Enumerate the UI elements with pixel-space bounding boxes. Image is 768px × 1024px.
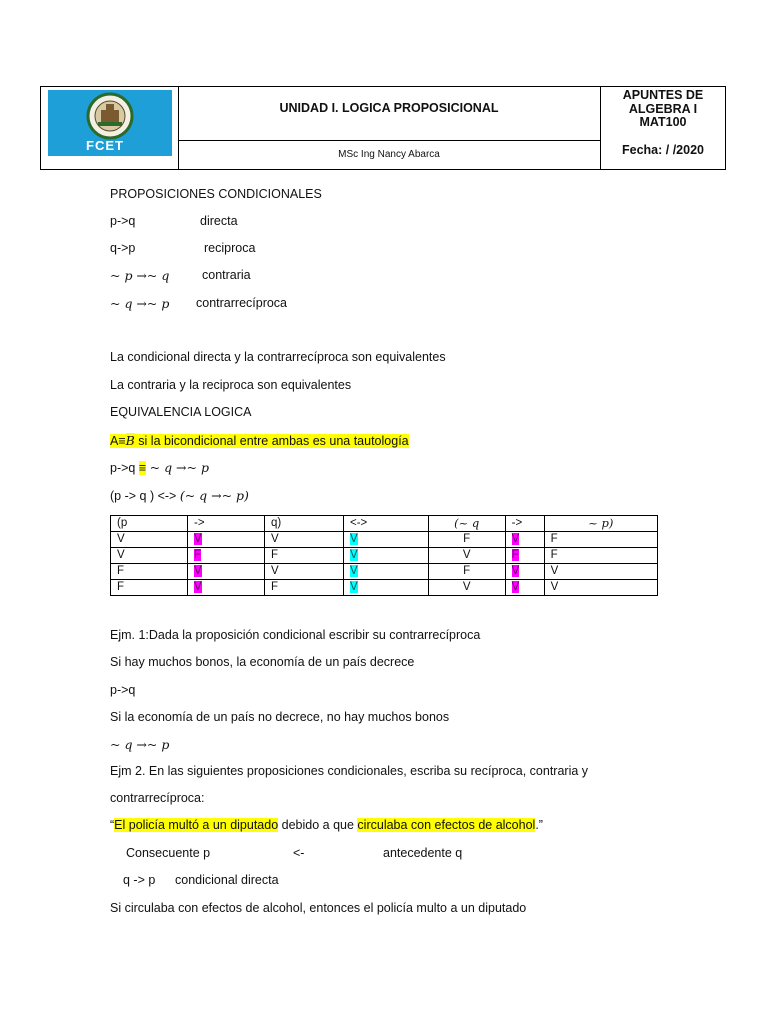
example-1-answer: Si la economía de un país no decrece, no hay muchos bonos — [110, 710, 450, 724]
fcet-logo — [48, 90, 172, 156]
def-b: B — [125, 433, 135, 448]
cell — [344, 564, 429, 580]
cell-value: V — [194, 581, 202, 593]
logo-cell — [41, 87, 179, 169]
example-2-quote — [110, 818, 543, 832]
cell: F — [544, 548, 657, 564]
row-reciprocal-expr: q->p — [110, 241, 136, 255]
cell — [188, 580, 265, 596]
cell-value: V — [194, 565, 202, 577]
th-not-q: (~ q — [428, 516, 505, 532]
cell: F — [265, 548, 344, 564]
example-1-expr: p->q — [110, 683, 136, 697]
table-row — [111, 564, 658, 580]
cell: V — [111, 548, 188, 564]
cell-value: V — [350, 565, 358, 577]
cell-value: V — [350, 549, 358, 561]
equivalence-example-2 — [110, 488, 249, 503]
table-row — [111, 580, 658, 596]
def-rest: si la bicondicional entre ambas es una tautología — [134, 434, 409, 448]
final-statement: Si circulaba con efectos de alcohol, entonces el policía multo a un diputado — [110, 901, 527, 915]
author-name: MSc Ing Nancy Abarca — [338, 149, 440, 160]
course-code: MAT100 — [639, 115, 687, 129]
cell — [505, 548, 544, 564]
note-contrary-equivalent: La contraria y la reciproca son equivalentes — [110, 378, 352, 392]
row-reciprocal-name: reciproca — [204, 241, 256, 255]
truth-table-header — [111, 516, 658, 532]
cell-value: F — [194, 549, 202, 561]
eq1-left: p->q — [110, 461, 139, 475]
cell-value: V — [350, 581, 358, 593]
cell — [188, 532, 265, 548]
section-heading-conditionals: PROPOSICIONES CONDICIONALES — [110, 187, 322, 201]
date-field: Fecha: / /2020 — [622, 143, 704, 157]
equivalence-example-1 — [110, 460, 209, 475]
cell: V — [544, 564, 657, 580]
example-1-answer-expr: ~ q →~ p — [110, 737, 170, 752]
row-contrary-name: contraria — [202, 268, 251, 282]
cell — [505, 580, 544, 596]
cell — [188, 564, 265, 580]
eq2-left: (p -> q ) <-> — [110, 489, 180, 503]
title-cell — [178, 87, 601, 141]
direct-expr: q -> p — [123, 873, 156, 887]
cell-value: V — [194, 533, 202, 545]
example-1-title: Ejm. 1:Dada la proposición condicional escribir su contrarrecíproca — [110, 628, 481, 642]
note-direct-equivalent: La condicional directa y la contrarrecíproca son equivalentes — [110, 350, 446, 364]
cell: V — [111, 532, 188, 548]
logo-text: FCET — [86, 138, 124, 153]
cell: V — [265, 564, 344, 580]
cell: V — [544, 580, 657, 596]
row-direct-name: directa — [200, 214, 238, 228]
eq2-right: (~ q →~ p) — [179, 488, 249, 503]
row-contrary-expr: ~ p →~ q — [110, 268, 170, 283]
cell — [188, 548, 265, 564]
course-title: APUNTES DE ALGEBRA I — [622, 88, 704, 116]
document-title: UNIDAD I. LOGICA PROPOSICIONAL — [279, 101, 499, 115]
cell: F — [428, 532, 505, 548]
cell — [505, 532, 544, 548]
row-direct-expr: p->q — [110, 214, 136, 228]
th-arrow-2: -> — [505, 516, 544, 532]
document-header — [40, 86, 726, 170]
section-heading-equivalence: EQUIVALENCIA LOGICA — [110, 405, 252, 419]
th-biconditional: <-> — [344, 516, 429, 532]
cell-value: F — [511, 549, 519, 561]
cell — [505, 564, 544, 580]
th-arrow-1: -> — [188, 516, 265, 532]
example-2-title-cont: contrarrecíproca: — [110, 791, 205, 805]
table-row — [111, 548, 658, 564]
cell: F — [111, 580, 188, 596]
direction-arrow: <- — [293, 846, 305, 860]
th-p: (p — [111, 516, 188, 532]
th-q: q) — [265, 516, 344, 532]
cell: V — [265, 532, 344, 548]
cell: F — [265, 580, 344, 596]
quote-open: “ — [110, 818, 115, 832]
th-not-p: ~ p) — [544, 516, 657, 532]
row-contrapositive-expr: ~ q →~ p — [110, 296, 170, 311]
antecedent-label: antecedente q — [383, 846, 463, 860]
author-cell — [178, 141, 601, 169]
example-2-title: Ejm 2. En las siguientes proposiciones condicionales, escriba su recíproca, contraria y — [110, 764, 589, 778]
cell — [344, 532, 429, 548]
course-cell — [601, 87, 725, 169]
cell: V — [428, 548, 505, 564]
table-row — [111, 532, 658, 548]
cell-value: V — [511, 533, 520, 545]
cell — [344, 548, 429, 564]
eq1-symbol: ≡ — [138, 461, 147, 475]
row-contrapositive-name: contrarrecíproca — [196, 296, 288, 310]
cell: F — [544, 532, 657, 548]
cell: F — [111, 564, 188, 580]
cell-value: V — [511, 581, 520, 593]
quote-consequent: El policía multó a un diputado — [114, 818, 279, 832]
eq1-right: ~ q →~ p — [149, 460, 209, 475]
truth-table — [110, 515, 658, 596]
quote-close: .” — [535, 818, 543, 832]
quote-middle: debido a que — [278, 818, 358, 832]
cell-value: V — [350, 533, 358, 545]
consequent-label: Consecuente p — [126, 846, 211, 860]
equivalence-definition — [110, 433, 409, 448]
quote-antecedent: circulaba con efectos de alcohol — [357, 818, 536, 832]
cell — [344, 580, 429, 596]
def-a: A≡ — [110, 434, 126, 448]
cell: F — [428, 564, 505, 580]
cell: V — [428, 580, 505, 596]
cell-value: V — [511, 565, 520, 577]
direct-name: condicional directa — [175, 873, 279, 887]
example-1-sentence: Si hay muchos bonos, la economía de un país decrece — [110, 655, 415, 669]
